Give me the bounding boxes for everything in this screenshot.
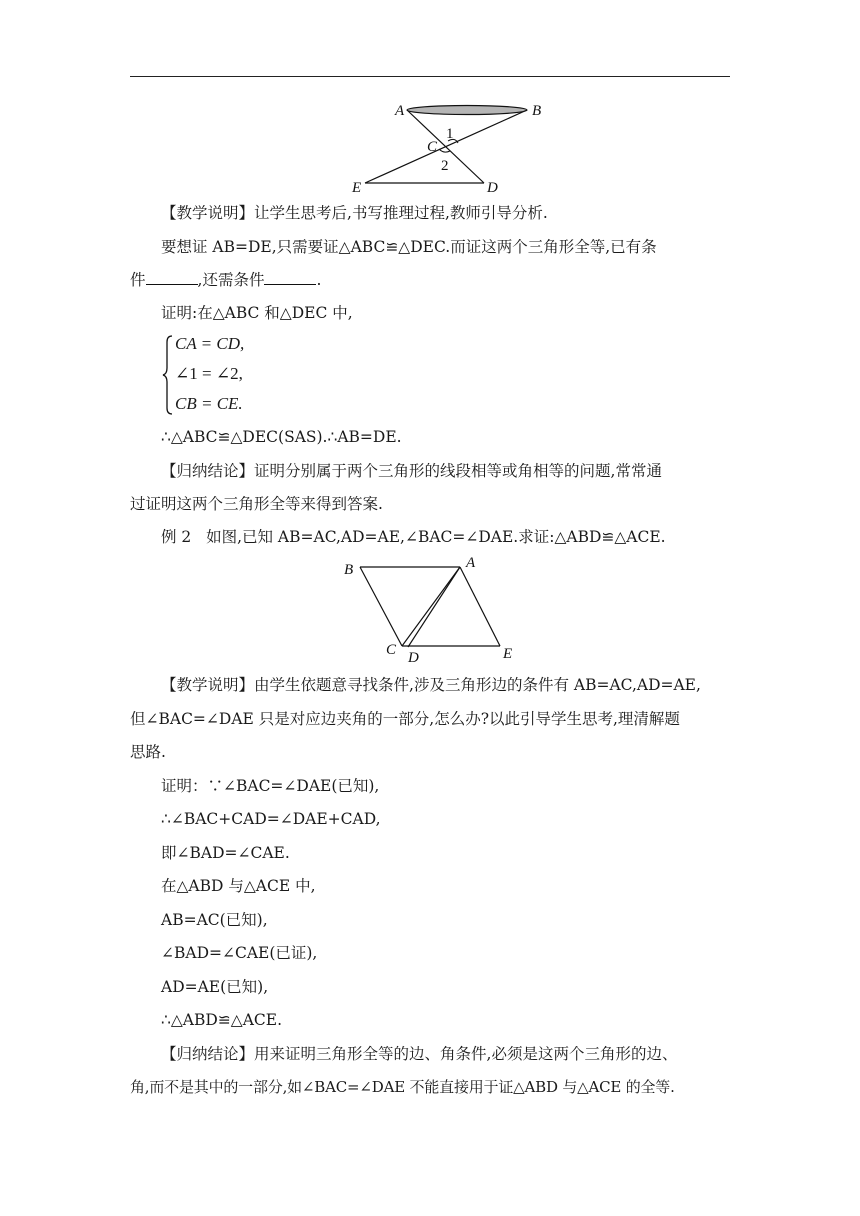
label-A: A xyxy=(466,555,476,571)
proof-2-line: ∴△ABD≌△ACE. xyxy=(161,1011,282,1029)
figure-1-diagram xyxy=(340,96,540,198)
analysis-paragraph-line2: 件 ,还需条件 . xyxy=(130,271,322,289)
answer-blank-1[interactable] xyxy=(146,270,198,285)
label-E: E xyxy=(352,180,362,196)
left-brace xyxy=(161,334,175,416)
answer-blank-2[interactable] xyxy=(264,270,316,285)
proof-2-line: ∴∠BAC+CAD=∠DAE+CAD, xyxy=(161,810,381,828)
label-C: C xyxy=(386,642,397,658)
teaching-note-tag: 【教学说明】 xyxy=(161,204,255,222)
header-rule xyxy=(130,76,730,77)
segment-BC xyxy=(360,567,402,646)
teaching-note-1: 【教学说明】让学生思考后,书写推理过程,教师引导分析. xyxy=(161,204,548,222)
proof-2-line: 即∠BAD=∠CAE. xyxy=(161,844,290,862)
label-D: D xyxy=(408,650,419,666)
teaching-note-tag: 【教学说明】 xyxy=(161,676,255,694)
label-A: A xyxy=(395,103,405,119)
example-2-statement: 例 2 如图,已知 AB=AC,AD=AE,∠BAC=∠DAE.求证:△ABD≌△ACE. xyxy=(161,528,666,546)
label-angle-1: 1 xyxy=(446,126,454,142)
teaching-note-2-line3: 思路. xyxy=(130,743,166,761)
teaching-note-2-line2: 但∠BAC=∠DAE 只是对应边夹角的一部分,怎么办?以此引导学生思考,理清解题 xyxy=(130,710,680,728)
proof-2-line: AB=AC(已知), xyxy=(161,911,268,929)
proof-2-line: 在△ABD 与△ACE 中, xyxy=(161,877,316,895)
segment-AC xyxy=(402,567,460,646)
label-C: C xyxy=(427,139,438,155)
summary-1: 【归纳结论】证明分别属于两个三角形的线段相等或角相等的问题,常常通 xyxy=(161,462,662,480)
proof-2-line: ∠BAD=∠CAE(已证), xyxy=(161,944,318,962)
condition-angle1-angle2: ∠1 = ∠2, xyxy=(175,364,243,383)
segment-AE xyxy=(460,567,500,646)
condition-CB-CE: CB = CE. xyxy=(175,394,243,413)
segment-AD xyxy=(408,567,460,647)
proof-2-line: 证明：∵∠BAC=∠DAE(已知), xyxy=(161,777,380,795)
teaching-note-2: 【教学说明】由学生依题意寻找条件,涉及三角形边的条件有 AB=AC,AD=AE, xyxy=(161,676,701,694)
summary-tag: 【归纳结论】 xyxy=(161,462,255,480)
proof-1-conclusion: ∴△ABC≌△DEC(SAS).∴AB=DE. xyxy=(161,428,402,446)
summary-2-line2: 角,而不是其中的一部分,如∠BAC=∠DAE 不能直接用于证△ABD 与△ACE 的全等. xyxy=(130,1078,675,1096)
figure-2-diagram xyxy=(336,554,526,666)
label-B: B xyxy=(344,562,354,578)
analysis-paragraph: 要想证 AB=DE,只需要证△ABC≌△DEC.而证这两个三角形全等,已有条 xyxy=(161,238,657,256)
summary-1-line2: 过证明这两个三角形全等来得到答案. xyxy=(130,495,383,513)
summary-2: 【归纳结论】用来证明三角形全等的边、角条件,必须是这两个三角形的边、 xyxy=(161,1045,678,1063)
summary-tag: 【归纳结论】 xyxy=(161,1045,255,1063)
proof-1-intro: 证明:在△ABC 和△DEC 中, xyxy=(161,304,353,322)
lake-shape xyxy=(407,106,527,115)
label-D: D xyxy=(487,180,498,196)
proof-2-line: AD=AE(已知), xyxy=(161,978,269,996)
label-E: E xyxy=(503,646,513,662)
condition-CA-CD: CA = CD, xyxy=(175,334,245,353)
label-angle-2: 2 xyxy=(441,158,449,174)
label-B: B xyxy=(532,103,542,119)
